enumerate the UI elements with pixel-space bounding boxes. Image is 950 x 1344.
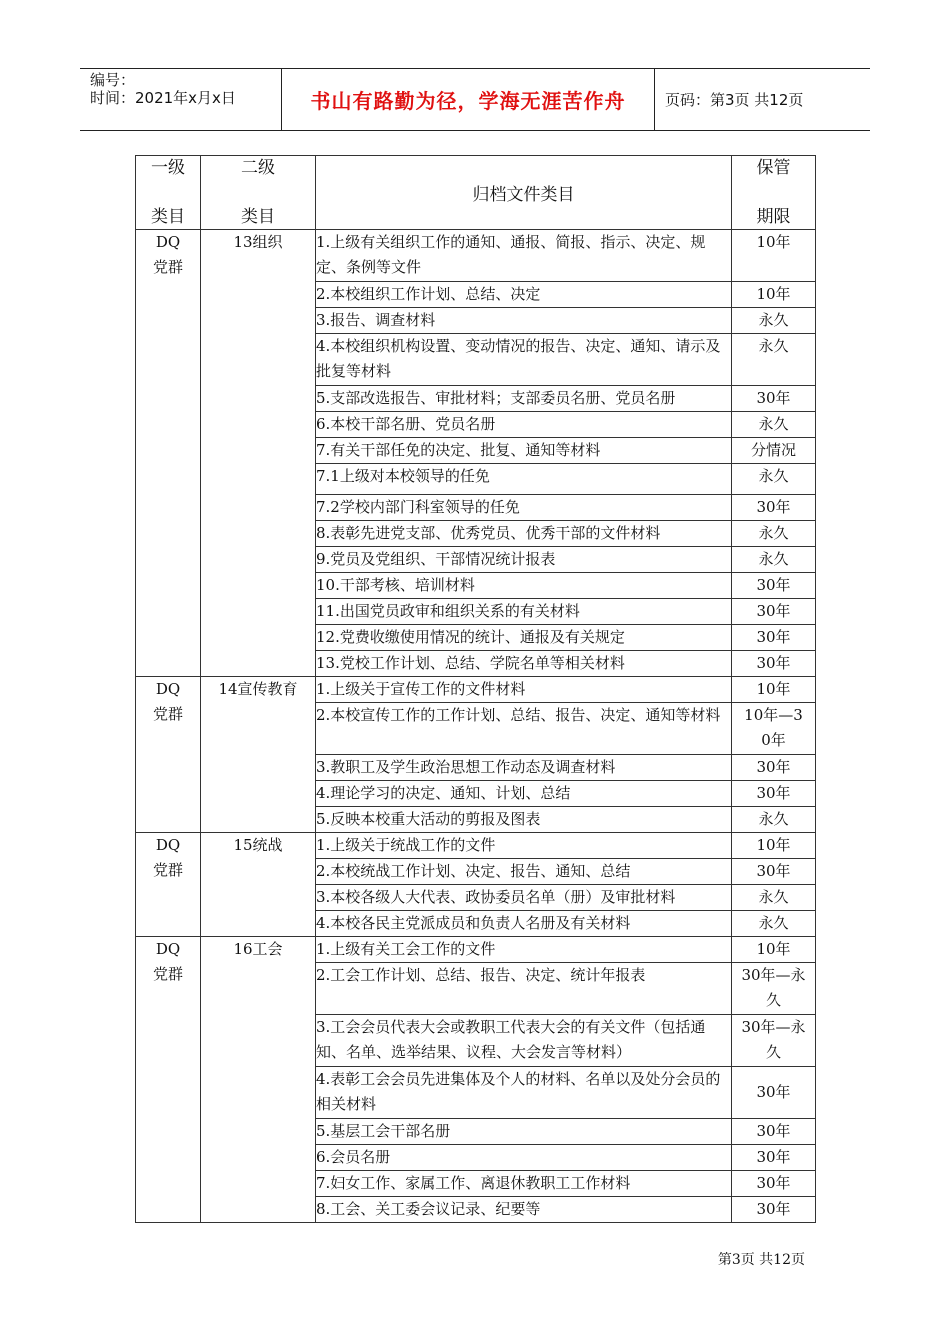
header-meta	[80, 69, 282, 130]
retention-period: 永久	[732, 885, 816, 911]
table-row	[136, 230, 816, 282]
retention-period: 30年	[732, 573, 816, 599]
retention-period: 永久	[732, 464, 816, 495]
file-item: 1.上级关于宣传工作的文件材料	[316, 677, 732, 703]
retention-period: 30年	[732, 1067, 816, 1119]
file-item: 9.党员及党组织、干部情况统计报表	[316, 547, 732, 573]
retention-period: 30年	[732, 1171, 816, 1197]
retention-period: 30年	[732, 1197, 816, 1223]
file-item: 1.上级有关组织工作的通知、通报、简报、指示、决定、规定、条例等文件	[316, 230, 732, 282]
file-item: 1.上级有关工会工作的文件	[316, 937, 732, 963]
table-header-row	[136, 156, 816, 230]
retention-period: 30年	[732, 625, 816, 651]
retention-period: 30年—永久	[732, 963, 816, 1015]
retention-period: 分情况	[732, 438, 816, 464]
retention-period: 10年	[732, 230, 816, 282]
file-item: 4.理论学习的决定、通知、计划、总结	[316, 781, 732, 807]
file-item: 13.党校工作计划、总结、学院名单等相关材料	[316, 651, 732, 677]
file-item: 6.本校干部名册、党员名册	[316, 412, 732, 438]
file-item: 10.干部考核、培训材料	[316, 573, 732, 599]
retention-period: 10年—30年	[732, 703, 816, 755]
retention-period: 10年	[732, 937, 816, 963]
level1-category: DQ 党群	[136, 833, 201, 937]
retention-period: 永久	[732, 308, 816, 334]
table-row	[136, 677, 816, 703]
motto-text: 书山有路勤为径，学海无涯苦作舟	[310, 89, 626, 113]
file-item: 4.本校各民主党派成员和负责人名册及有关材料	[316, 911, 732, 937]
retention-period: 30年	[732, 495, 816, 521]
file-item: 6.会员名册	[316, 1145, 732, 1171]
file-item: 1.上级关于统战工作的文件	[316, 833, 732, 859]
retention-period: 永久	[732, 547, 816, 573]
retention-period: 永久	[732, 807, 816, 833]
retention-period: 永久	[732, 412, 816, 438]
header-retention	[732, 156, 816, 230]
level1-category: DQ 党群	[136, 937, 201, 1223]
file-item: 5.基层工会干部名册	[316, 1119, 732, 1145]
table-row	[136, 833, 816, 859]
table-row	[136, 937, 816, 963]
header-retention-bottom: 期限	[756, 207, 791, 227]
header-level1-bottom: 类目	[151, 207, 185, 227]
level2-category: 13组织	[201, 230, 316, 677]
header-level1	[136, 156, 201, 230]
retention-period: 30年	[732, 1145, 816, 1171]
retention-period: 30年	[732, 755, 816, 781]
file-item: 8.表彰先进党支部、优秀党员、优秀干部的文件材料	[316, 521, 732, 547]
file-item: 12.党费收缴使用情况的统计、通报及有关规定	[316, 625, 732, 651]
file-item: 3.工会会员代表大会或教职工代表大会的有关文件（包括通知、名单、选举结果、议程、大会发言等材料）	[316, 1015, 732, 1067]
file-item: 2.本校组织工作计划、总结、决定	[316, 282, 732, 308]
file-item: 8.工会、关工委会议记录、纪要等	[316, 1197, 732, 1223]
file-item: 4.本校组织机构设置、变动情况的报告、决定、通知、请示及批复等材料	[316, 334, 732, 386]
header-level2-bottom: 类目	[241, 207, 275, 227]
header-page-info	[655, 69, 870, 130]
file-item: 5.支部改选报告、审批材料；支部委员名册、党员名册	[316, 386, 732, 412]
retention-period: 30年	[732, 599, 816, 625]
file-item: 3.本校各级人大代表、政协委员名单（册）及审批材料	[316, 885, 732, 911]
retention-period: 永久	[732, 911, 816, 937]
time-label: 时间：2021年x月x日	[90, 89, 236, 107]
header-files-label: 归档文件类目	[472, 185, 575, 205]
file-item: 2.本校宣传工作的工作计划、总结、报告、决定、通知等材料	[316, 703, 732, 755]
header-files	[316, 156, 732, 230]
header-level2	[201, 156, 316, 230]
retention-period: 10年	[732, 282, 816, 308]
file-item: 7.有关干部任免的决定、批复、通知等材料	[316, 438, 732, 464]
header-level1-top: 一级	[151, 158, 185, 178]
retention-period: 10年	[732, 677, 816, 703]
header-level2-top: 二级	[241, 158, 275, 178]
level2-category: 16工会	[201, 937, 316, 1223]
file-item: 2.本校统战工作计划、决定、报告、通知、总结	[316, 859, 732, 885]
file-item: 11.出国党员政审和组织关系的有关材料	[316, 599, 732, 625]
header-motto	[282, 69, 655, 130]
retention-period: 永久	[732, 521, 816, 547]
file-item: 3.报告、调查材料	[316, 308, 732, 334]
retention-period: 30年—永久	[732, 1015, 816, 1067]
retention-period: 10年	[732, 833, 816, 859]
retention-period: 30年	[732, 859, 816, 885]
file-item: 2.工会工作计划、总结、报告、决定、统计年报表	[316, 963, 732, 1015]
header-page-number: 页码：第3页 共12页	[665, 91, 804, 109]
level1-category: DQ 党群	[136, 677, 201, 833]
level2-category: 15统战	[201, 833, 316, 937]
retention-period: 30年	[732, 1119, 816, 1145]
retention-period: 30年	[732, 386, 816, 412]
level2-category: 14宣传教育	[201, 677, 316, 833]
retention-period: 30年	[732, 651, 816, 677]
header-retention-top: 保管	[756, 158, 791, 178]
table-body	[136, 230, 816, 1223]
level1-category: DQ 党群	[136, 230, 201, 677]
retention-period: 30年	[732, 781, 816, 807]
page-header	[80, 68, 870, 131]
file-item: 4.表彰工会会员先进集体及个人的材料、名单以及处分会员的相关材料	[316, 1067, 732, 1119]
page-footer: 第3页 共12页	[717, 1252, 805, 1268]
retention-period: 永久	[732, 334, 816, 386]
file-item: 3.教职工及学生政治思想工作动态及调查材料	[316, 755, 732, 781]
file-item: 7.1上级对本校领导的任免	[316, 464, 732, 495]
file-item: 7.妇女工作、家属工作、离退休教职工工作材料	[316, 1171, 732, 1197]
archive-table	[135, 155, 816, 1223]
file-item: 7.2学校内部门科室领导的任免	[316, 495, 732, 521]
number-label: 编号：	[90, 71, 136, 89]
file-item: 5.反映本校重大活动的剪报及图表	[316, 807, 732, 833]
